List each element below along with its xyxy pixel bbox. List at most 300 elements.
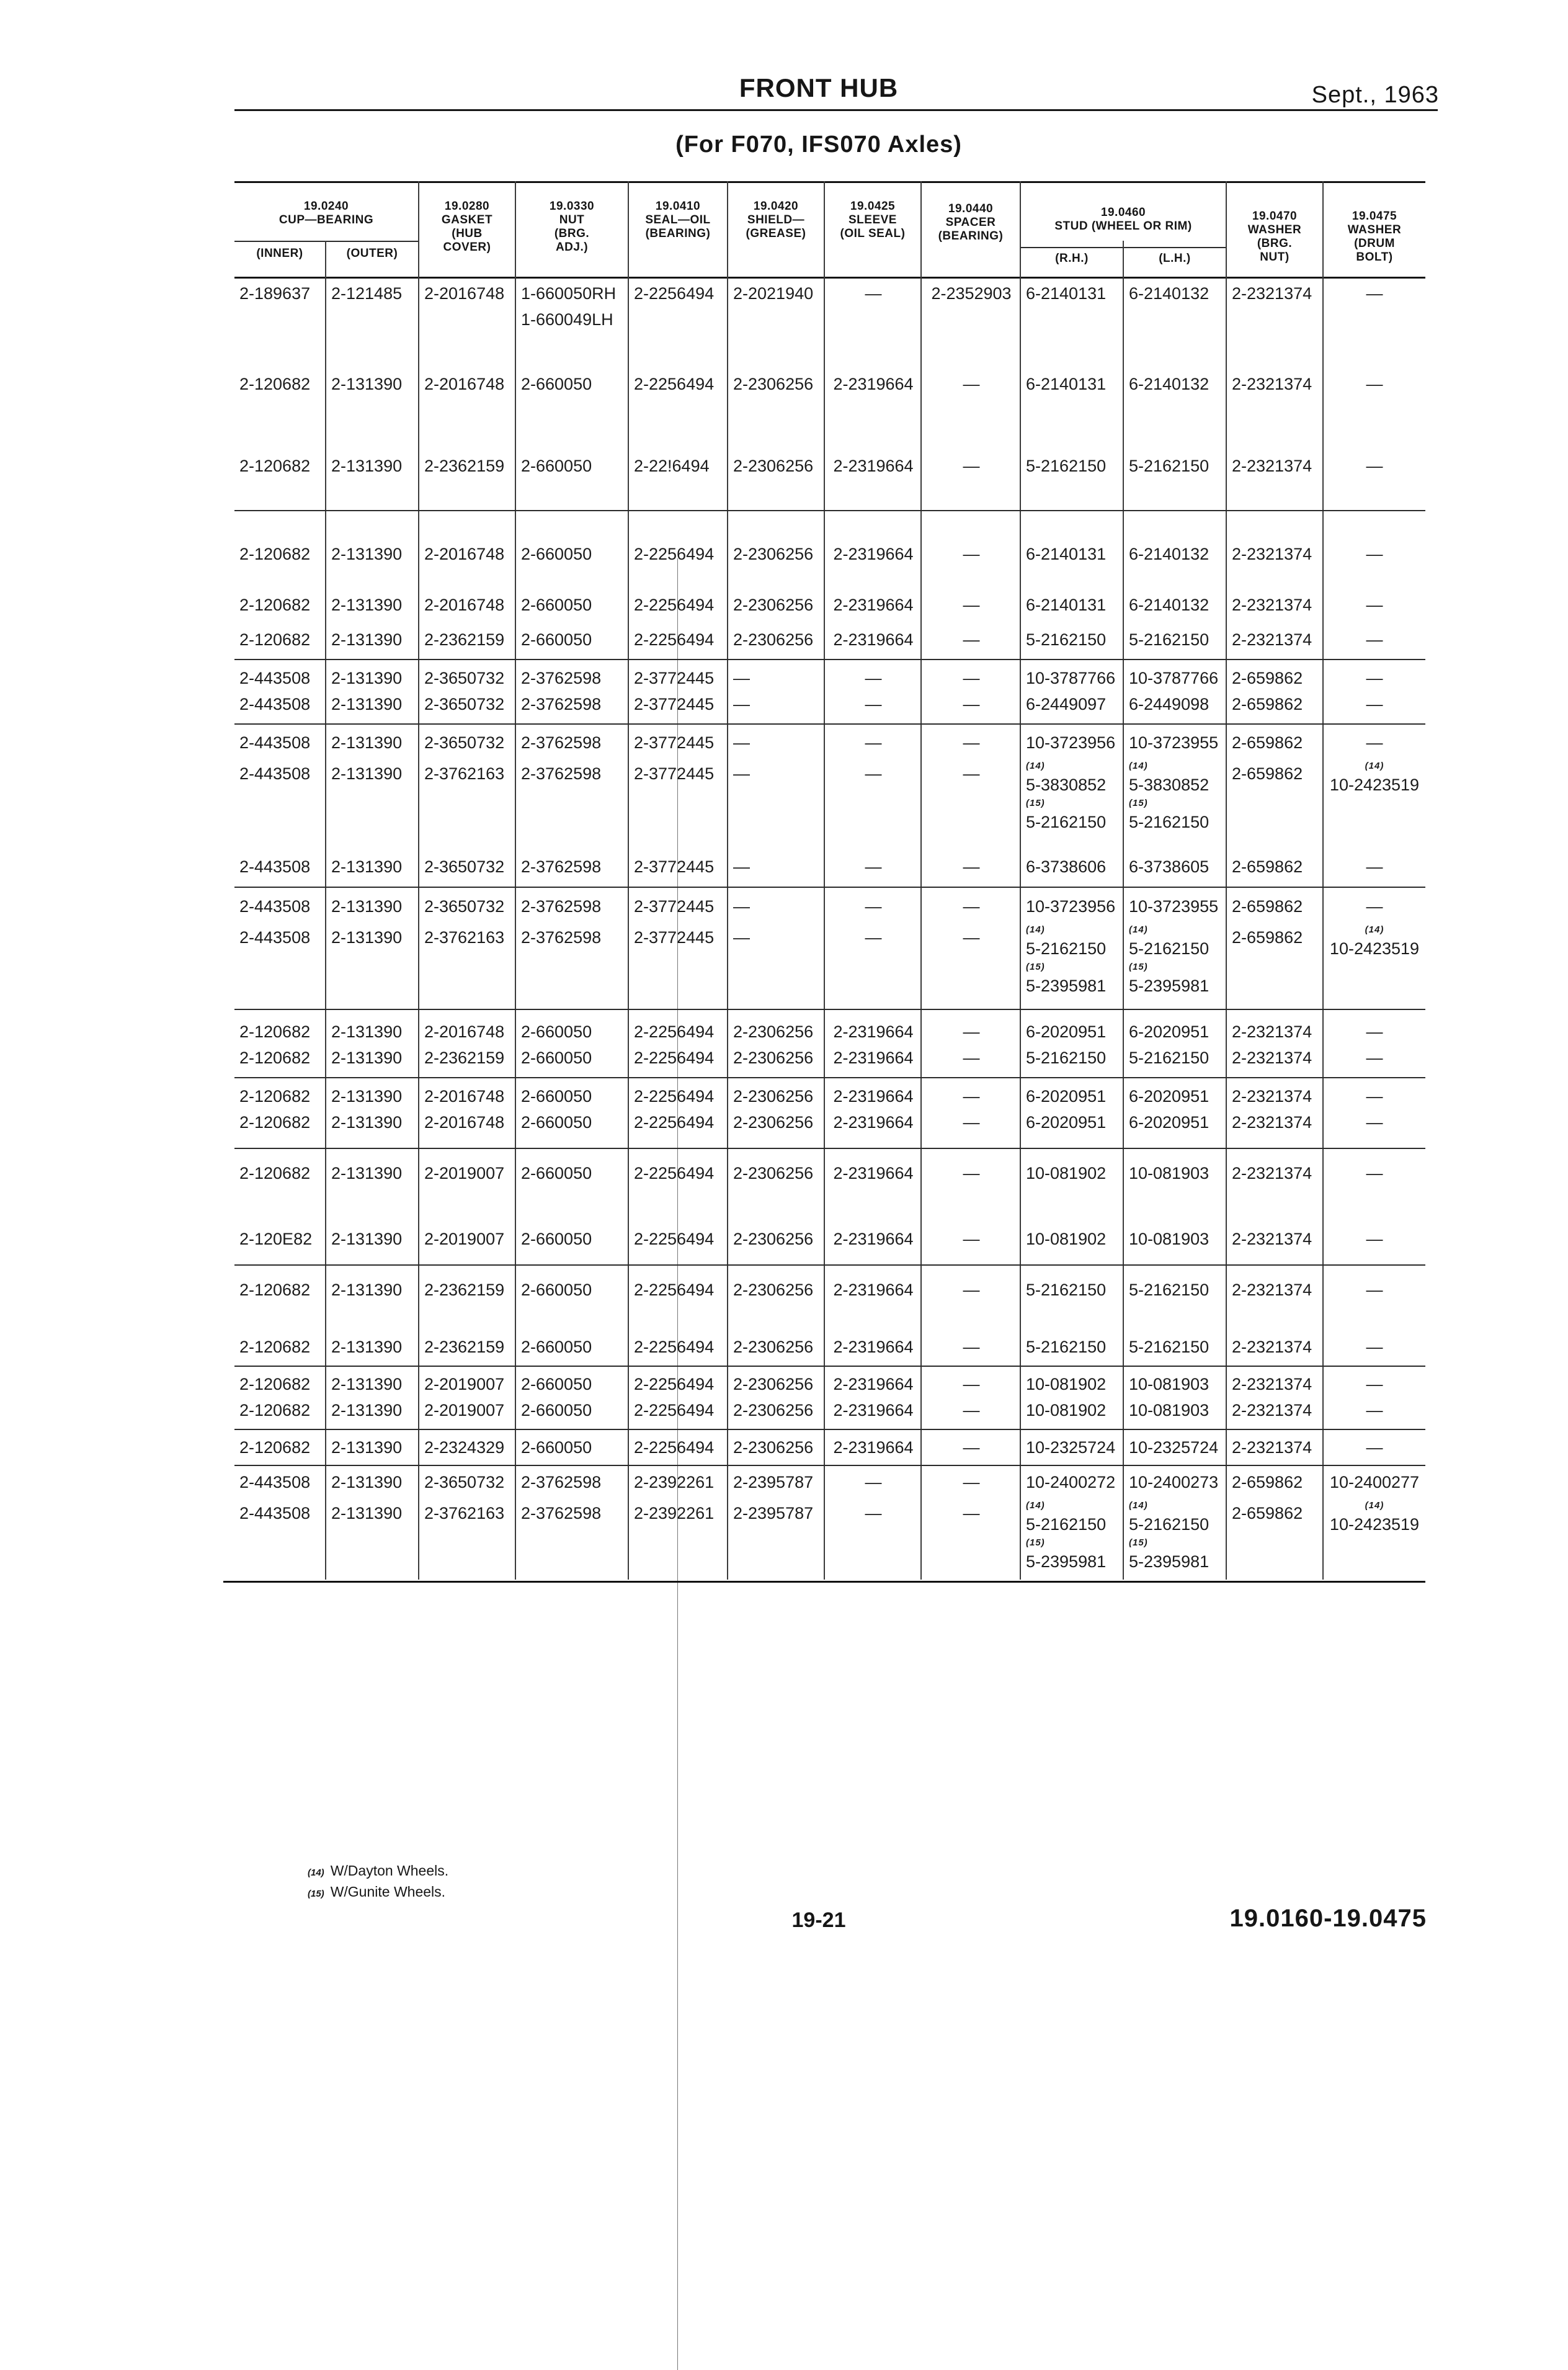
cell-value: 2-2016748: [424, 375, 505, 393]
cell-rh: [1021, 1045, 1124, 1071]
cell-rh: [1021, 1397, 1124, 1423]
table-row: [234, 280, 1425, 333]
cell-outer: [326, 761, 419, 835]
cell-value: 2-660050: [521, 457, 592, 475]
cell-value: 10-081903: [1129, 1164, 1209, 1183]
row-spacer: [234, 1303, 1425, 1334]
cell-wnut: [1227, 665, 1324, 691]
footnote-14: [308, 1861, 448, 1882]
cell-seal: [629, 691, 728, 717]
footnote-ref: (14): [1129, 761, 1148, 771]
cell-nut: [516, 1434, 629, 1460]
cell-value: 2-3762163: [424, 764, 505, 783]
cell-sleeve: [825, 1160, 922, 1186]
cell-wnut: [1227, 1083, 1324, 1109]
cell-value: 2-2016748: [424, 1113, 505, 1132]
cell-sleeve: [825, 691, 922, 717]
header-shield-l1: SHIELD—: [747, 213, 805, 226]
cell-shield: [728, 854, 825, 880]
cell-value: —: [1366, 630, 1383, 649]
cell-shield: [728, 1469, 825, 1495]
cell-value: 2-2362159: [424, 1281, 505, 1299]
header-seal-code: 19.0410: [655, 200, 701, 213]
header-sleeve-l1: SLEEVE: [849, 213, 897, 226]
row-spacer: [234, 717, 1425, 730]
cell-lh: [1124, 924, 1227, 999]
cell-value: 2-120682: [239, 1375, 311, 1393]
cell-outer: [326, 1469, 419, 1495]
cell-value: —: [963, 733, 980, 752]
cell-value: 2-131390: [331, 1113, 403, 1132]
cell-spacer: [922, 1434, 1021, 1460]
cell-outer: [326, 924, 419, 999]
cell-inner: [234, 665, 326, 691]
header-stud-name: STUD (WHEEL OR RIM): [1054, 220, 1192, 233]
cell-value: 5-2162150: [1026, 939, 1107, 958]
cell-outer: [326, 691, 419, 717]
cell-nut: [516, 1397, 629, 1423]
cell-value: 2-120682: [239, 1022, 311, 1041]
cell-lh: [1124, 371, 1227, 397]
cell-value: 2-2256494: [634, 1113, 715, 1132]
cell-value: 2-2395787: [733, 1473, 814, 1491]
cell-value: 2-3772445: [634, 764, 715, 783]
footnote-ref: (15): [1129, 962, 1148, 972]
cell-seal: [629, 1226, 728, 1252]
cell-wnut: [1227, 1277, 1324, 1303]
header-washer-bolt-l1: WASHER: [1347, 223, 1402, 236]
cell-value: 2-131390: [331, 857, 403, 876]
cell-value: 2-131390: [331, 733, 403, 752]
cell-lh: [1124, 1469, 1227, 1495]
cell-value: 2-2392261: [634, 1473, 715, 1491]
cell-value: —: [1366, 1438, 1383, 1457]
cell-nut: [516, 1500, 629, 1575]
cell-value: —: [733, 669, 750, 687]
cell-nut: [516, 1334, 629, 1360]
cell-value: 6-3738605: [1129, 857, 1209, 876]
cell-gasket: [419, 893, 516, 919]
cell-value: 2-2321374: [1232, 1113, 1312, 1132]
cell-value: —: [963, 669, 980, 687]
row-spacer: [234, 756, 1425, 761]
cell-rh: [1021, 1160, 1124, 1186]
cell-inner: [234, 541, 326, 567]
cell-lh: [1124, 1371, 1227, 1397]
cell-value: 2-2321374: [1232, 545, 1312, 563]
cell-value: 2-659862: [1232, 1504, 1303, 1523]
table-row: [234, 541, 1425, 567]
cell-spacer: [922, 924, 1021, 999]
header-stud-lh: (L.H.): [1159, 252, 1191, 265]
header-outer: (OUTER): [346, 247, 398, 260]
cell-spacer: [922, 592, 1021, 618]
cell-lh: [1124, 1160, 1227, 1186]
cell-value: 10-081903: [1129, 1230, 1209, 1248]
cell-value: 2-659862: [1232, 1473, 1303, 1491]
header-nut-l2: (BRG.: [554, 227, 590, 240]
cell-value: 2-3762598: [521, 857, 602, 876]
cell-value: 6-2020951: [1129, 1113, 1209, 1132]
header-stud: [1021, 206, 1226, 233]
cell-value: 6-2020951: [1026, 1113, 1107, 1132]
cell-nut: [516, 1045, 629, 1071]
cell-value: 2-443508: [239, 857, 311, 876]
cell-value: 2-2392261: [634, 1504, 715, 1523]
cell-value: 2-2319664: [833, 1230, 914, 1248]
header-washer-bolt-l2: (DRUM: [1354, 237, 1395, 250]
cell-rh: [1021, 1469, 1124, 1495]
row-spacer: [234, 397, 1425, 453]
cell-value: 2-121485: [331, 284, 403, 303]
cell-value: 2-3650732: [424, 669, 505, 687]
cell-spacer: [922, 541, 1021, 567]
cell-spacer: [922, 1371, 1021, 1397]
cell-shield: [728, 1045, 825, 1071]
cell-value: 2-3650732: [424, 897, 505, 916]
cell-inner: [234, 1083, 326, 1109]
header-gasket-l3: COVER): [443, 241, 491, 254]
cell-shield: [728, 1277, 825, 1303]
cell-lh: [1124, 730, 1227, 756]
cell-nut: [516, 1160, 629, 1186]
cell-wbolt: [1324, 627, 1425, 653]
footnote-ref: (15): [1129, 1537, 1148, 1548]
cell-wbolt: [1324, 854, 1425, 880]
cell-value: 2-2256494: [634, 375, 715, 393]
cell-value: 2-660050: [521, 375, 592, 393]
cell-value: 2-120682: [239, 1401, 311, 1420]
cell-spacer: [922, 761, 1021, 835]
cell-value: —: [963, 457, 980, 475]
cell-spacer: [922, 1019, 1021, 1045]
cell-value: 2-2321374: [1232, 1087, 1312, 1106]
footnote-ref: (14): [1365, 1500, 1384, 1511]
cell-value: 5-2162150: [1129, 1515, 1209, 1534]
cell-wbolt: [1324, 1160, 1425, 1186]
cell-value: 5-2162150: [1129, 813, 1209, 831]
cell-value: 2-131390: [331, 1022, 403, 1041]
cell-rh: [1021, 280, 1124, 333]
row-spacer: [234, 1186, 1425, 1226]
header-nut-l1: NUT: [559, 213, 585, 226]
cell-value: 2-2256494: [634, 1338, 715, 1356]
cell-nut: [516, 627, 629, 653]
cell-rh: [1021, 1371, 1124, 1397]
cell-sleeve: [825, 1277, 922, 1303]
cell-value: 2-659862: [1232, 695, 1303, 713]
cell-nut: [516, 280, 629, 333]
cell-value: 2-2319664: [833, 1113, 914, 1132]
cell-value: 2-2016748: [424, 1087, 505, 1106]
cell-wbolt: [1324, 592, 1425, 618]
cell-shield: [728, 924, 825, 999]
cell-gasket: [419, 665, 516, 691]
cell-spacer: [922, 1109, 1021, 1135]
cell-value: —: [963, 695, 980, 713]
cell-value: —: [963, 1401, 980, 1420]
cell-value: 2-3772445: [634, 857, 715, 876]
cell-value: 2-659862: [1232, 857, 1303, 876]
cell-inner: [234, 1045, 326, 1071]
table-row: [234, 371, 1425, 397]
cell-seal: [629, 924, 728, 999]
cell-rh: [1021, 592, 1124, 618]
cell-value: 2-2319664: [833, 1087, 914, 1106]
cell-value: 2-2306256: [733, 545, 814, 563]
cell-value: 2-659862: [1232, 669, 1303, 687]
cell-wnut: [1227, 280, 1324, 333]
cell-seal: [629, 592, 728, 618]
cell-wnut: [1227, 761, 1324, 835]
cell-gasket: [419, 691, 516, 717]
cell-value: —: [733, 733, 750, 752]
cell-value: 2-660050: [521, 1049, 592, 1067]
cell-value: 2-131390: [331, 1504, 403, 1523]
cell-outer: [326, 280, 419, 333]
row-spacer-cell: [234, 479, 1425, 541]
page-subtitle: (For F070, IFS070 Axles): [675, 132, 962, 158]
cell-outer: [326, 1500, 419, 1575]
cell-value: 2-2319664: [833, 1438, 914, 1457]
cell-value: 2-131390: [331, 928, 403, 947]
cell-outer: [326, 1277, 419, 1303]
row-spacer-cell: [234, 999, 1425, 1019]
header-seal-l2: (BEARING): [645, 227, 711, 240]
cell-nut: [516, 453, 629, 479]
cell-spacer: [922, 280, 1021, 333]
cell-gasket: [419, 1109, 516, 1135]
cell-value: 2-2256494: [634, 596, 715, 614]
cell-wnut: [1227, 453, 1324, 479]
row-spacer: [234, 1071, 1425, 1083]
cell-value: —: [963, 1473, 980, 1491]
cell-value: —: [1366, 857, 1383, 876]
cell-value: 6-2140131: [1026, 375, 1107, 393]
cell-shield: [728, 1019, 825, 1045]
footnote-ref: (14): [1026, 761, 1045, 771]
cell-value: 2-2256494: [634, 1375, 715, 1393]
cell-nut: [516, 1371, 629, 1397]
cell-spacer: [922, 453, 1021, 479]
cell-wnut: [1227, 691, 1324, 717]
cell-seal: [629, 1397, 728, 1423]
cell-outer: [326, 1226, 419, 1252]
header-nut-l3: ADJ.): [555, 241, 589, 254]
cell-wnut: [1227, 1226, 1324, 1252]
cell-wnut: [1227, 1434, 1324, 1460]
footnote-ref: (15): [1026, 798, 1045, 808]
cell-sleeve: [825, 1469, 922, 1495]
cell-shield: [728, 592, 825, 618]
cell-gasket: [419, 592, 516, 618]
cell-lh: [1124, 1334, 1227, 1360]
cell-spacer: [922, 730, 1021, 756]
cell-value: 10-2400277: [1329, 1473, 1420, 1491]
cell-shield: [728, 1397, 825, 1423]
cell-inner: [234, 893, 326, 919]
cell-value: 2-131390: [331, 375, 403, 393]
cell-wbolt: [1324, 371, 1425, 397]
cell-value: —: [963, 630, 980, 649]
cell-nut: [516, 1083, 629, 1109]
cell-value: 2-659862: [1232, 928, 1303, 947]
cell-value: 10-2400273: [1129, 1473, 1219, 1491]
cell-shield: [728, 371, 825, 397]
cell-value: 2-131390: [331, 1049, 403, 1067]
row-spacer: [234, 1135, 1425, 1160]
cell-nut: [516, 1469, 629, 1495]
cell-sleeve: [825, 854, 922, 880]
footnote-ref: (15): [1026, 962, 1045, 972]
cell-value: 2-2324329: [424, 1438, 505, 1457]
cell-wnut: [1227, 1019, 1324, 1045]
cell-value: —: [865, 1504, 882, 1523]
cell-value: 5-2395981: [1026, 977, 1107, 995]
table-row: [234, 1083, 1425, 1109]
cell-value: 2-2256494: [634, 545, 715, 563]
cell-value: —: [963, 764, 980, 783]
header-gasket-l1: GASKET: [441, 213, 493, 226]
cell-value: 2-120682: [239, 630, 311, 649]
cell-value: 6-2140131: [1026, 284, 1107, 303]
row-spacer: [234, 1460, 1425, 1469]
cell-value: 2-3772445: [634, 695, 715, 713]
cell-rh: [1021, 691, 1124, 717]
cell-lh: [1124, 665, 1227, 691]
cell-value: 5-2162150: [1026, 1515, 1107, 1534]
cell-value: 5-2395981: [1026, 1552, 1107, 1571]
header-nut: [516, 200, 628, 254]
cell-wbolt: [1324, 761, 1425, 835]
cell-value: 2-2321374: [1232, 457, 1312, 475]
cell-wbolt: [1324, 1083, 1425, 1109]
header-washer-bolt-l3: BOLT): [1356, 251, 1393, 264]
cell-rh: [1021, 453, 1124, 479]
cell-value: 2-120682: [239, 596, 311, 614]
row-spacer-cell: [234, 567, 1425, 592]
cell-sleeve: [825, 627, 922, 653]
table-row: [234, 453, 1425, 479]
table-bottom-rule: [223, 1581, 1425, 1583]
cell-shield: [728, 1500, 825, 1575]
cell-sleeve: [825, 592, 922, 618]
cell-value: —: [1366, 1164, 1383, 1183]
cell-wbolt: [1324, 1334, 1425, 1360]
cell-value: 2-131390: [331, 1473, 403, 1491]
cell-value: 5-2162150: [1129, 457, 1209, 475]
row-spacer-cell: [234, 1423, 1425, 1434]
row-spacer: [234, 835, 1425, 854]
cell-value: 2-2319664: [833, 1164, 914, 1183]
cell-value: 6-2140132: [1129, 545, 1209, 563]
cell-value: 2-660050: [521, 630, 592, 649]
cell-value: 2-2306256: [733, 1230, 814, 1248]
cell-wnut: [1227, 1160, 1324, 1186]
cell-value: 2-131390: [331, 1164, 403, 1183]
cell-inner: [234, 1434, 326, 1460]
cell-lh: [1124, 627, 1227, 653]
cell-outer: [326, 893, 419, 919]
cell-value: 2-131390: [331, 1281, 403, 1299]
header-cup-code: 19.0240: [303, 200, 349, 213]
cell-value: 5-2162150: [1026, 1338, 1107, 1356]
cell-value: 2-660050: [521, 1338, 592, 1356]
footnote-ref: (14): [1365, 761, 1384, 771]
cell-gasket: [419, 1045, 516, 1071]
header-spacer-code: 19.0440: [948, 202, 994, 215]
cell-seal: [629, 893, 728, 919]
cell-sleeve: [825, 541, 922, 567]
cell-value: 2-2306256: [733, 457, 814, 475]
table-row: [234, 665, 1425, 691]
cell-gasket: [419, 1019, 516, 1045]
cell-lh: [1124, 761, 1227, 835]
cell-wnut: [1227, 924, 1324, 999]
cell-gasket: [419, 627, 516, 653]
footnote-15: [308, 1882, 448, 1903]
cell-value: 2-2306256: [733, 1113, 814, 1132]
cell-gasket: [419, 854, 516, 880]
cell-value: 2-131390: [331, 1401, 403, 1420]
cell-value: 2-120682: [239, 457, 311, 475]
cell-value: —: [963, 928, 980, 947]
cell-rh: [1021, 1277, 1124, 1303]
cell-value: 2-3650732: [424, 733, 505, 752]
table-row: [234, 854, 1425, 880]
cell-value: 2-2306256: [733, 1375, 814, 1393]
cell-value: 2-2319664: [833, 545, 914, 563]
cell-value: 2-660050: [521, 1375, 592, 1393]
cell-value: 10-081902: [1026, 1230, 1107, 1248]
cell-value: 10-2423519: [1329, 1515, 1420, 1534]
cell-value: —: [865, 695, 882, 713]
cell-value: 6-2140131: [1026, 545, 1107, 563]
cell-value: 6-2140132: [1129, 596, 1209, 614]
cell-value: 2-2306256: [733, 1087, 814, 1106]
cell-value: 2-2306256: [733, 630, 814, 649]
cell-value: 2-2321374: [1232, 1164, 1312, 1183]
table-row: [234, 1045, 1425, 1071]
cell-value: —: [865, 897, 882, 916]
cell-sleeve: [825, 665, 922, 691]
cell-value: 2-2321374: [1232, 596, 1312, 614]
row-spacer: [234, 333, 1425, 371]
header-sleeve-code: 19.0425: [850, 200, 896, 213]
cell-value: —: [963, 1230, 980, 1248]
cell-value: 10-081903: [1129, 1375, 1209, 1393]
cell-sleeve: [825, 1019, 922, 1045]
cell-value: 2-2306256: [733, 1438, 814, 1457]
cell-wbolt: [1324, 1371, 1425, 1397]
cup-subheader-rule: [234, 241, 418, 242]
row-spacer: [234, 653, 1425, 665]
cell-value: —: [733, 695, 750, 713]
cell-value: —: [963, 596, 980, 614]
row-spacer-cell: [234, 1186, 1425, 1226]
cell-rh: [1021, 1109, 1124, 1135]
cell-value: 2-2319664: [833, 1022, 914, 1041]
row-spacer-cell: [234, 1071, 1425, 1083]
cell-value: 2-2306256: [733, 596, 814, 614]
table-row: [234, 1160, 1425, 1186]
header-spacer-l2: (BEARING): [938, 230, 1004, 243]
cell-value: 10-3723955: [1129, 897, 1219, 916]
cell-spacer: [922, 1334, 1021, 1360]
cell-outer: [326, 1434, 419, 1460]
cell-value: 5-2162150: [1129, 939, 1209, 958]
cell-rh: [1021, 1226, 1124, 1252]
